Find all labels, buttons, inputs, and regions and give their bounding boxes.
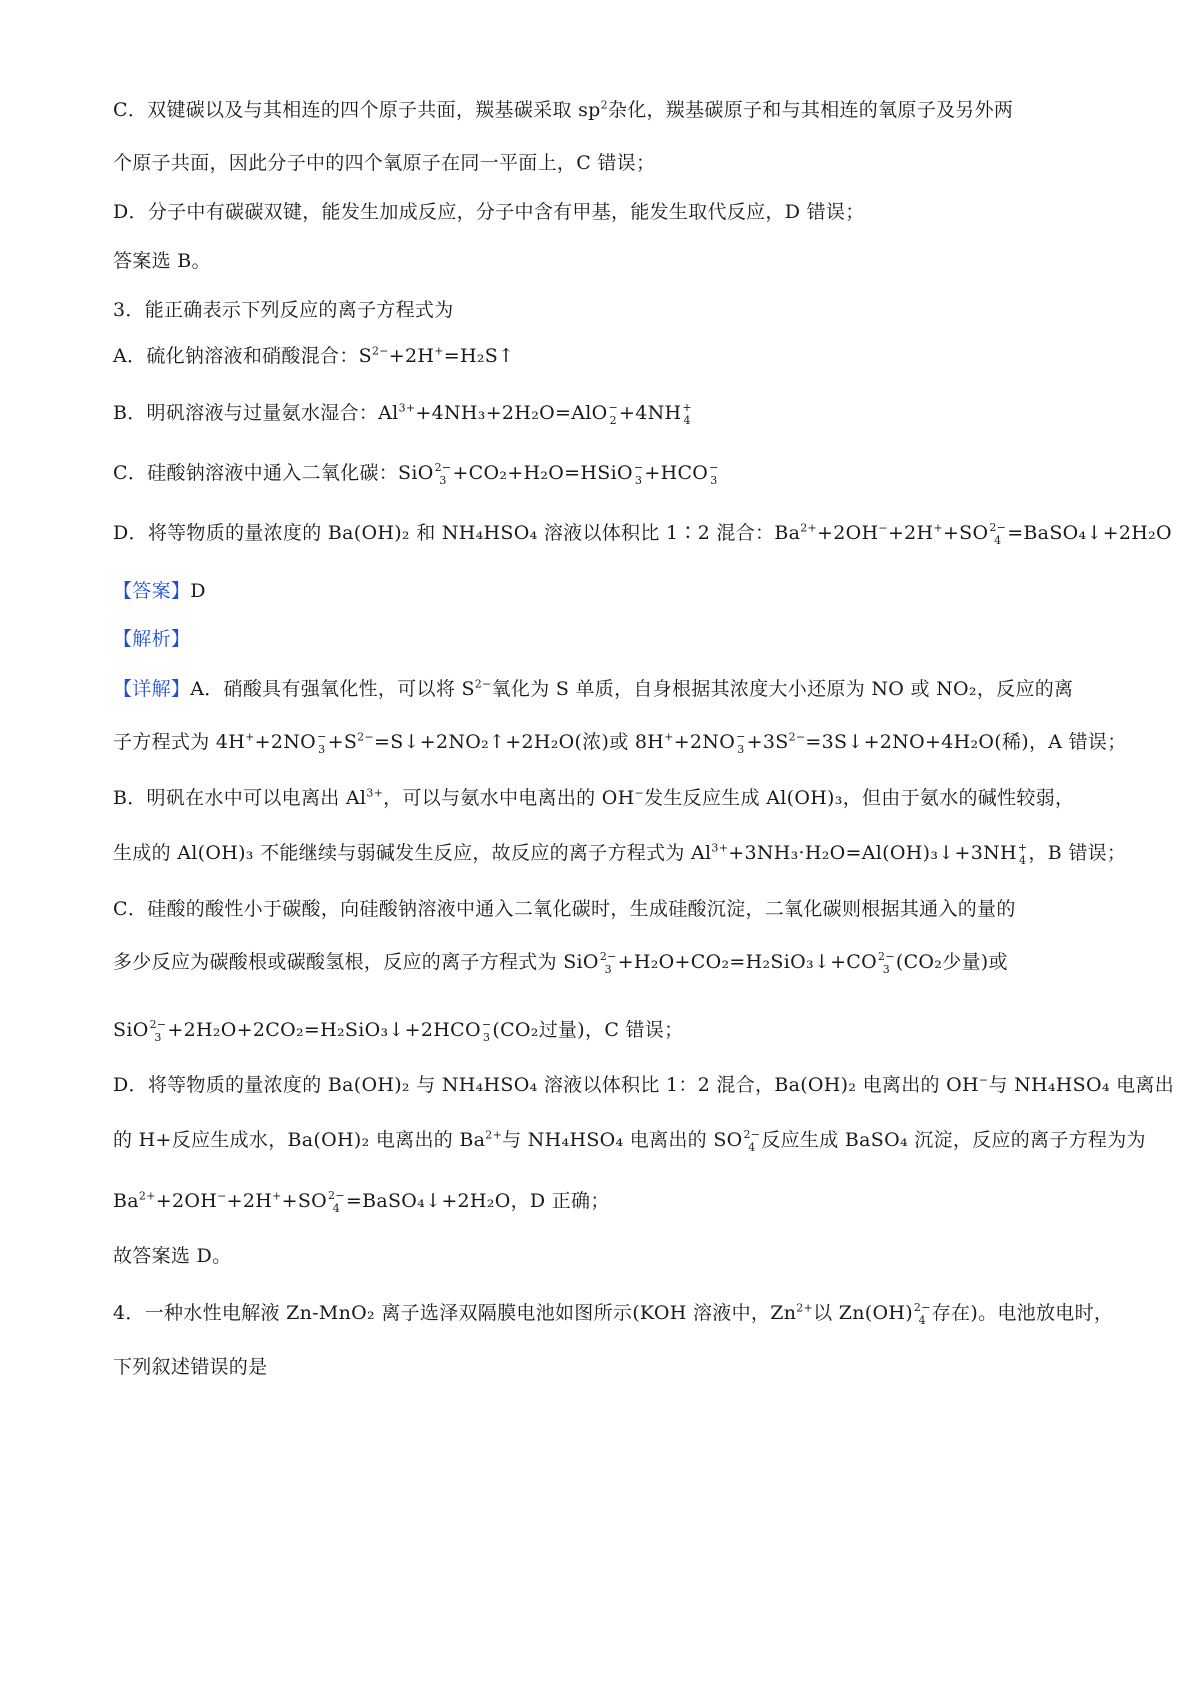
ion-charge: + 4 [682,401,692,427]
ion-charge: − 3 [736,730,746,756]
ion-charge: 2− 3 [434,461,452,487]
q3-option-d: D．将等物质的量浓度的 Ba(OH)₂ 和 NH₄HSO₄ 溶液以体积比 1∶2 混合：$Ba^{2+}+2OH^-+2H^++SO$ 2− 4 =BaSO₄↓+2H₂O [113,521,1172,547]
q3-analysis-label: 【解析】 [113,628,191,650]
ion-charge: 2− 3 [878,950,895,976]
q3-detail-b-line2: 生成的 Al(OH)₃ 不能继续与弱碱发生反应，故反应的离子方程式为 $Al^{3+}+3NH_3\cdot H_2O=Al(OH)_3↓+3NH$ + 4 ，B 错误； [113,841,1127,867]
q3-detail-d-line1: D．将等物质的量浓度的 Ba(OH)₂ 与 NH₄HSO₄ 溶液以体积比 1：2 混合，Ba(OH)₂ 电离出的 OH−与 NH₄HSO₄ 电离出 [113,1073,1175,1096]
ion-charge: 2− 4 [913,1301,931,1327]
ion-charge: − 2 [608,401,619,427]
q3-option-a: A．硫化钠溶液和硝酸混合：$S^{2-}+2H^+=H_2S↑$ [113,344,515,367]
q3-detail-a-line1: 【详解】A．硝酸具有强氧化性，可以将 $S^{2-}$氧化为 S 单质，自身根据其浓度大小还原为 NO 或 NO₂，反应的离 [113,677,1074,700]
q3-detail-b-line1: B．明矾在水中可以电离出 $Al^{3+}$，可以与氨水中电离出的 OH−发生反应生成 Al(OH)₃，但由于氨水的碱性较弱， [113,786,1075,809]
option-c-explanation-line1: C．双键碳以及与其相连的四个原子共面，羰基碳采取 $sp^2$杂化，羰基碳原子和与其相连的氧原子及另外两 [113,98,1014,121]
q3-detail-d-line2: 的 H+反应生成水，Ba(OH)₂ 电离出的 $Ba^{2+}$与 NH₄HSO₄ 电离出的 SO 2− 4 反应生成 BaSO₄ 沉淀，反应的离子方程为为 [113,1128,1146,1154]
q3-option-b: B．明矾溶液与过量氨水湿合：$Al^{3+}+4NH_3+2H_2O=AlO$ − 2 +4NH + 4 [113,401,692,427]
q3-detail-c-line1: C．硅酸的酸性小于碳酸，向硅酸钠溶液中通入二氧化碳时，生成硅酸沉淀，二氧化碳则根据其通入的量的 [113,898,1016,920]
ion-charge: − 3 [709,461,719,487]
ion-charge: − 3 [317,730,327,756]
option-d-explanation: D．分子中有碳碳双键，能发生加成反应，分子中含有甲基，能发生取代反应，D 错误； [113,201,865,223]
ion-charge: 2− 4 [743,1128,761,1154]
ion-charge: 2− 3 [599,950,617,976]
question-4-stem-line1: 4．一种水性电解液 Zn-MnO₂ 离子选泽双隔膜电池如图所示(KOH 溶液中，$Zn^{2+}$以 Zn(OH) 2− 4 存在)。电池放电时， [113,1301,1114,1327]
ion-charge: − 3 [481,1018,492,1044]
option-c-explanation-line2: 个原子共面，因此分子中的四个氧原子在同一平面上，C 错误； [113,152,656,174]
question-3-stem: 3．能正确表示下列反应的离子方程式为 [113,299,454,321]
ion-charge: 2− 4 [328,1189,345,1215]
q3-final-answer: 故答案选 D。 [113,1245,232,1267]
q3-detail-c-line3: SiO 2− 3 +2H₂O+2CO₂=H₂SiO₃↓+2HCO − 3 (CO₂过量)，C 错误； [113,1018,684,1044]
ion-charge: + 4 [1017,841,1028,867]
q3-detail-c-line2: 多少反应为碳酸根或碳酸氢根，反应的离子方程式为 SiO 2− 3 +H₂O+CO₂=H₂SiO₃↓+CO 2− 3 (CO₂少量)或 [113,950,1008,976]
answer-line-q2: 答案选 B。 [113,250,211,272]
q3-answer: 【答案】D [113,580,206,602]
q3-detail-a-line2: 子方程式为 4H++2NO − 3 $+S^{2-}=S↓+2NO_2↑+2H_2O$(浓)或 8H++2NO − 3 $+3S^{2-}=3S↓+2NO+4H_2O$(稀)，A 错误； [113,730,1127,756]
question-4-stem-line2: 下列叙述错误的是 [113,1356,268,1378]
q3-detail-d-line3: $Ba^{2+}+2OH^-+2H^++SO$ 2− 4 =BaSO₄↓+2H₂O，D 正确； [113,1189,610,1215]
ion-charge: − 3 [633,461,644,487]
q3-option-c: C．硅酸钠溶液中通入二氧化碳：SiO 2− 3 +CO₂+H₂O=HSiO − 3 +HCO − 3 [113,461,719,487]
ion-charge: 2− 4 [989,521,1007,547]
ion-charge: 2− 3 [149,1018,167,1044]
